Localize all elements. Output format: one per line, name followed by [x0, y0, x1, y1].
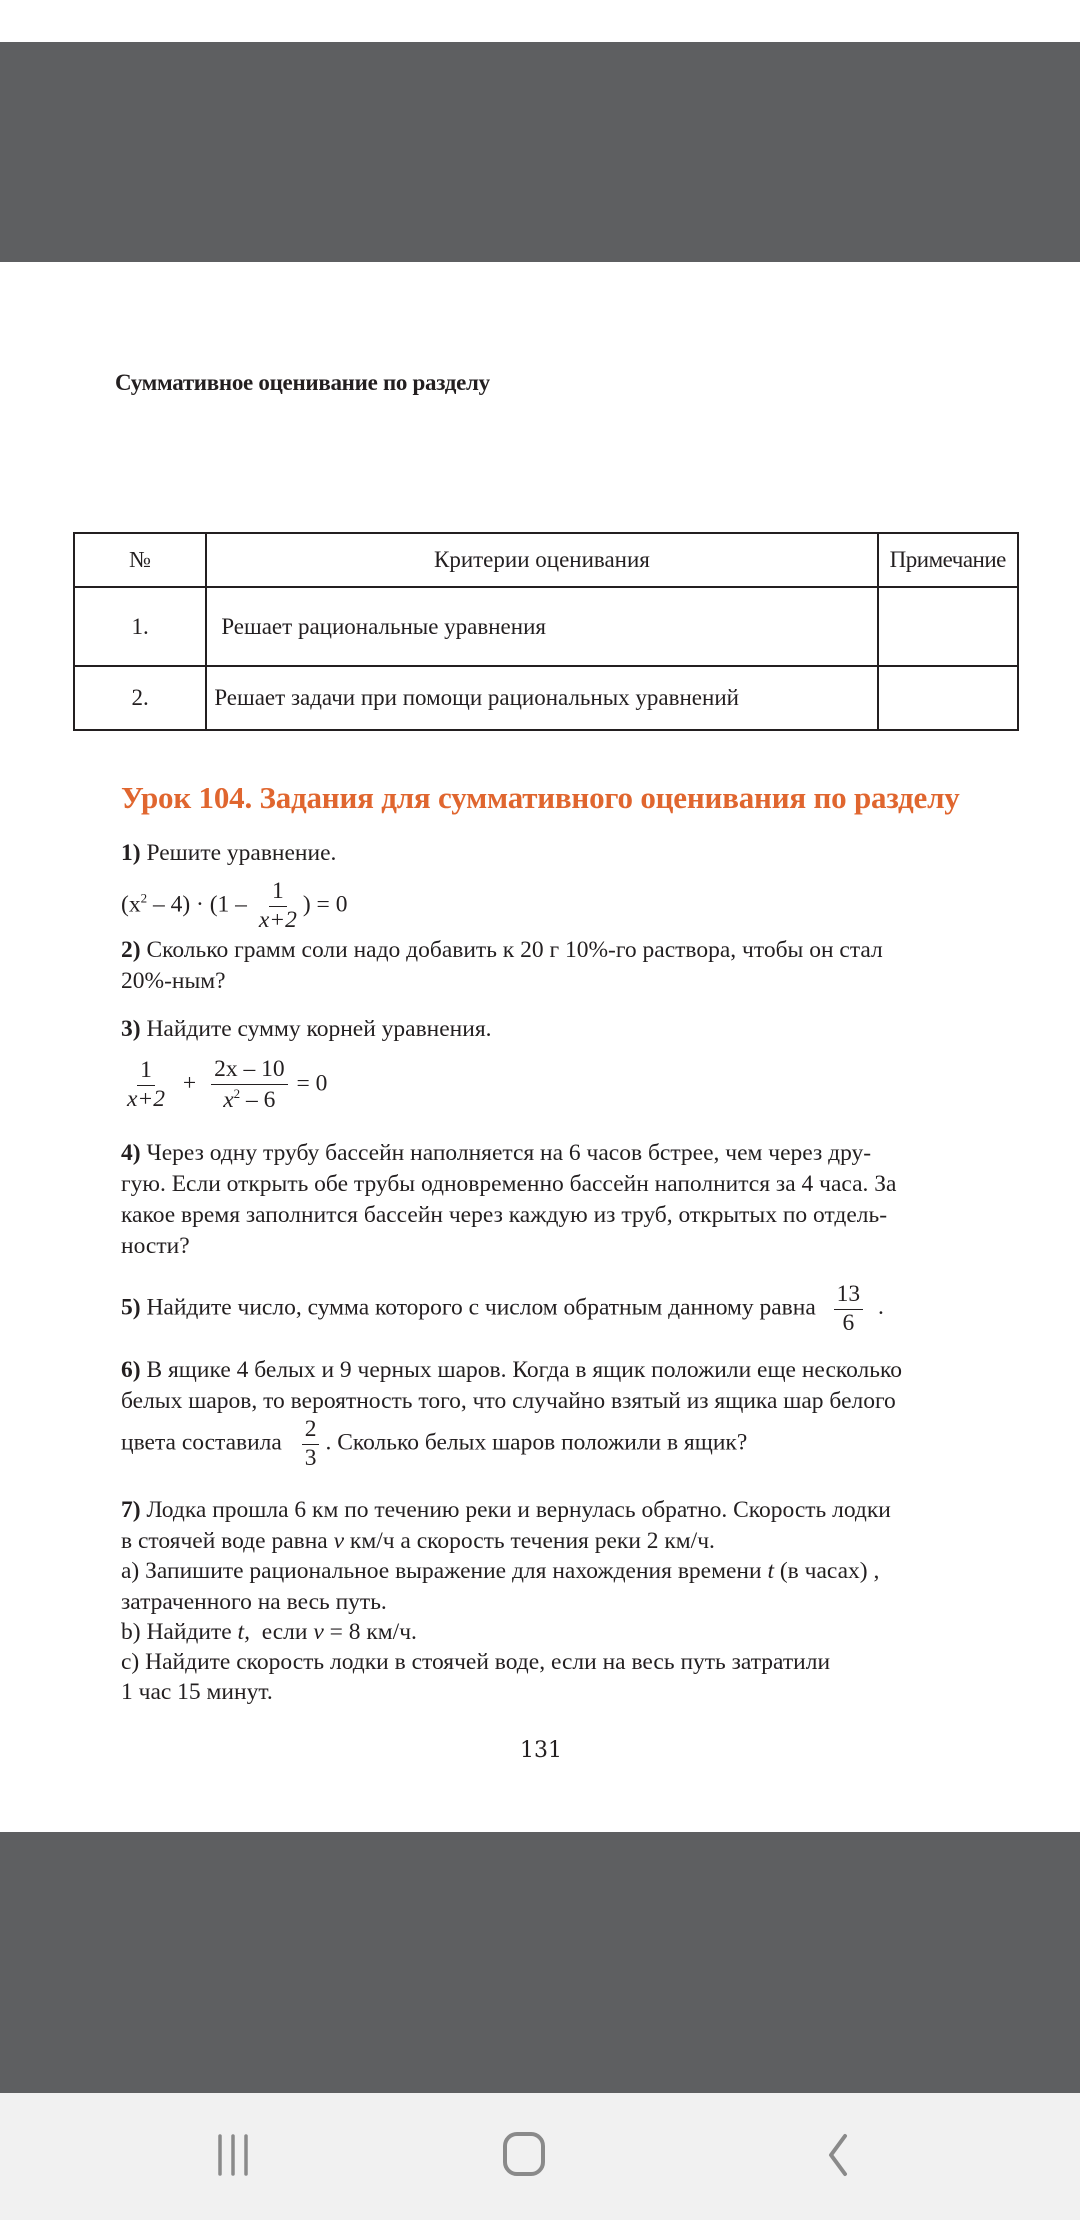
task-5 — [121, 1283, 884, 1335]
header-note: Примечание — [878, 533, 1018, 587]
task-3-equation — [121, 1058, 327, 1112]
task-4-line4: ности? — [121, 1233, 190, 1259]
task-4 — [121, 1138, 871, 1169]
text: км/ч а скорость течения реки 2 км/ч. — [344, 1528, 715, 1554]
home-button[interactable] — [485, 2123, 565, 2187]
numerator: 1 — [269, 880, 287, 907]
task-2-line2: 20%-ным? — [121, 968, 226, 994]
task-text: Найдите сумму корней уравнения. — [146, 1016, 492, 1042]
row-number: 1. — [74, 587, 206, 666]
variable-t: t — [767, 1558, 774, 1584]
back-button[interactable] — [800, 2123, 880, 2187]
row-criterion: Решает задачи при помощи рациональных уравнений — [206, 666, 877, 730]
numerator: 2x – 10 — [211, 1058, 288, 1085]
numerator: 1 — [137, 1059, 155, 1086]
task-text: цвета составила — [121, 1429, 282, 1456]
fraction — [256, 880, 300, 932]
row-criterion: Решает рациональные уравнения — [206, 587, 877, 666]
task-7-line2 — [121, 1526, 715, 1557]
fraction — [302, 1418, 320, 1470]
task-7-part-c-line2: 1 час 15 минут. — [121, 1679, 273, 1705]
fraction — [834, 1283, 864, 1335]
text: (в часах) , — [773, 1558, 880, 1584]
variable-v: v — [333, 1528, 345, 1554]
variable-t: t, — [237, 1619, 250, 1645]
back-chevron-icon — [825, 2132, 855, 2178]
recent-apps-button[interactable] — [193, 2123, 273, 2187]
table-header-row — [74, 533, 1018, 587]
task-text: Лодка прошла 6 км по течению реки и вернулась обратно. Скорость лодки — [146, 1497, 891, 1523]
period: . — [878, 1294, 884, 1321]
recent-apps-icon — [213, 2132, 253, 2178]
viewer-bottom-margin — [0, 1832, 1080, 2093]
fraction — [124, 1059, 168, 1111]
plus-sign: + — [182, 1070, 197, 1097]
system-navigation-bar — [0, 2093, 1080, 2220]
text: в стоячей воде равна — [121, 1528, 334, 1554]
eq-exponent: 2 — [140, 890, 148, 906]
denominator: x+2 — [258, 906, 297, 933]
header-criteria: Критерии оценивания — [206, 533, 877, 587]
variable-v: v — [313, 1619, 324, 1645]
task-2 — [121, 935, 883, 966]
task-number: 4) — [121, 1140, 141, 1166]
text: b) Найдите — [121, 1619, 238, 1645]
task-text: Сколько грамм соли надо добавить к 20 г 10%-го раствора, чтобы он стал — [146, 937, 883, 963]
task-6-line2: белых шаров, то вероятность того, что случайно взятый из ящика шар белого — [121, 1388, 896, 1414]
den-rest: – 6 — [240, 1086, 276, 1113]
task-4-line2: гую. Если открыть обе трубы одновременно бассейн наполнится за 4 часа. За — [121, 1171, 897, 1197]
eq-part: (x — [121, 891, 141, 918]
header-number: № — [74, 533, 206, 587]
text: если — [249, 1619, 314, 1645]
task-6-line3 — [121, 1418, 747, 1470]
task-number: 7) — [121, 1497, 141, 1523]
page-number: 131 — [520, 1738, 562, 1763]
task-1-equation — [121, 880, 347, 932]
fraction — [211, 1058, 288, 1112]
task-text: Решите уравнение. — [146, 840, 337, 866]
task-3 — [121, 1014, 492, 1045]
table-row — [74, 587, 1018, 666]
task-7-part-a-line2: затраченного на весь путь. — [121, 1589, 387, 1615]
den-base: x — [223, 1086, 234, 1113]
criteria-table — [73, 532, 1019, 731]
task-number: 5) — [121, 1294, 141, 1321]
numerator: 13 — [834, 1283, 864, 1310]
table-row — [74, 666, 1018, 730]
denominator: 6 — [842, 1309, 855, 1336]
task-text: Через одну трубу бассейн наполняется на 6 часов бстрее, чем через дру- — [146, 1140, 872, 1166]
task-text: . Сколько белых шаров положили в ящик? — [325, 1429, 748, 1456]
home-icon — [502, 2131, 548, 2179]
section-heading: Суммативное оценивание по разделу — [115, 370, 490, 395]
denominator: x+2 — [127, 1085, 166, 1112]
task-7-part-c: c) Найдите скорость лодки в стоячей воде, если на весь путь затратили — [121, 1649, 831, 1675]
eq-part: ) = 0 — [302, 891, 348, 918]
numerator: 2 — [302, 1418, 320, 1445]
denominator: 3 — [304, 1444, 317, 1471]
task-6 — [121, 1355, 902, 1386]
row-note — [878, 666, 1018, 730]
eq-part: – 4) · (1 – — [147, 891, 253, 918]
row-note — [878, 587, 1018, 666]
task-7 — [121, 1495, 891, 1526]
task-text: В ящике 4 белых и 9 черных шаров. Когда в ящик положили еще несколько — [146, 1357, 902, 1383]
viewer-top-margin — [0, 42, 1080, 262]
task-number: 6) — [121, 1357, 141, 1383]
task-number: 1) — [121, 840, 141, 866]
task-number: 3) — [121, 1016, 141, 1042]
task-7-part-a — [121, 1556, 879, 1587]
den-exponent: 2 — [233, 1085, 241, 1101]
task-7-part-b — [121, 1617, 417, 1648]
task-text: Найдите число, сумма которого с числом обратным данному равна — [146, 1294, 816, 1321]
task-number: 2) — [121, 937, 141, 963]
lesson-title: Урок 104. Задания для суммативного оценивания по разделу — [121, 780, 960, 815]
task-4-line3: какое время заполнится бассейн через каждую из труб, открытых по отдель- — [121, 1202, 888, 1228]
eq-part: = 0 — [296, 1070, 328, 1097]
text: = 8 км/ч. — [323, 1619, 417, 1645]
row-number: 2. — [74, 666, 206, 730]
denominator — [220, 1085, 278, 1113]
text: a) Запишите рациональное выражение для нахождения времени — [121, 1558, 768, 1584]
task-1 — [121, 838, 336, 869]
